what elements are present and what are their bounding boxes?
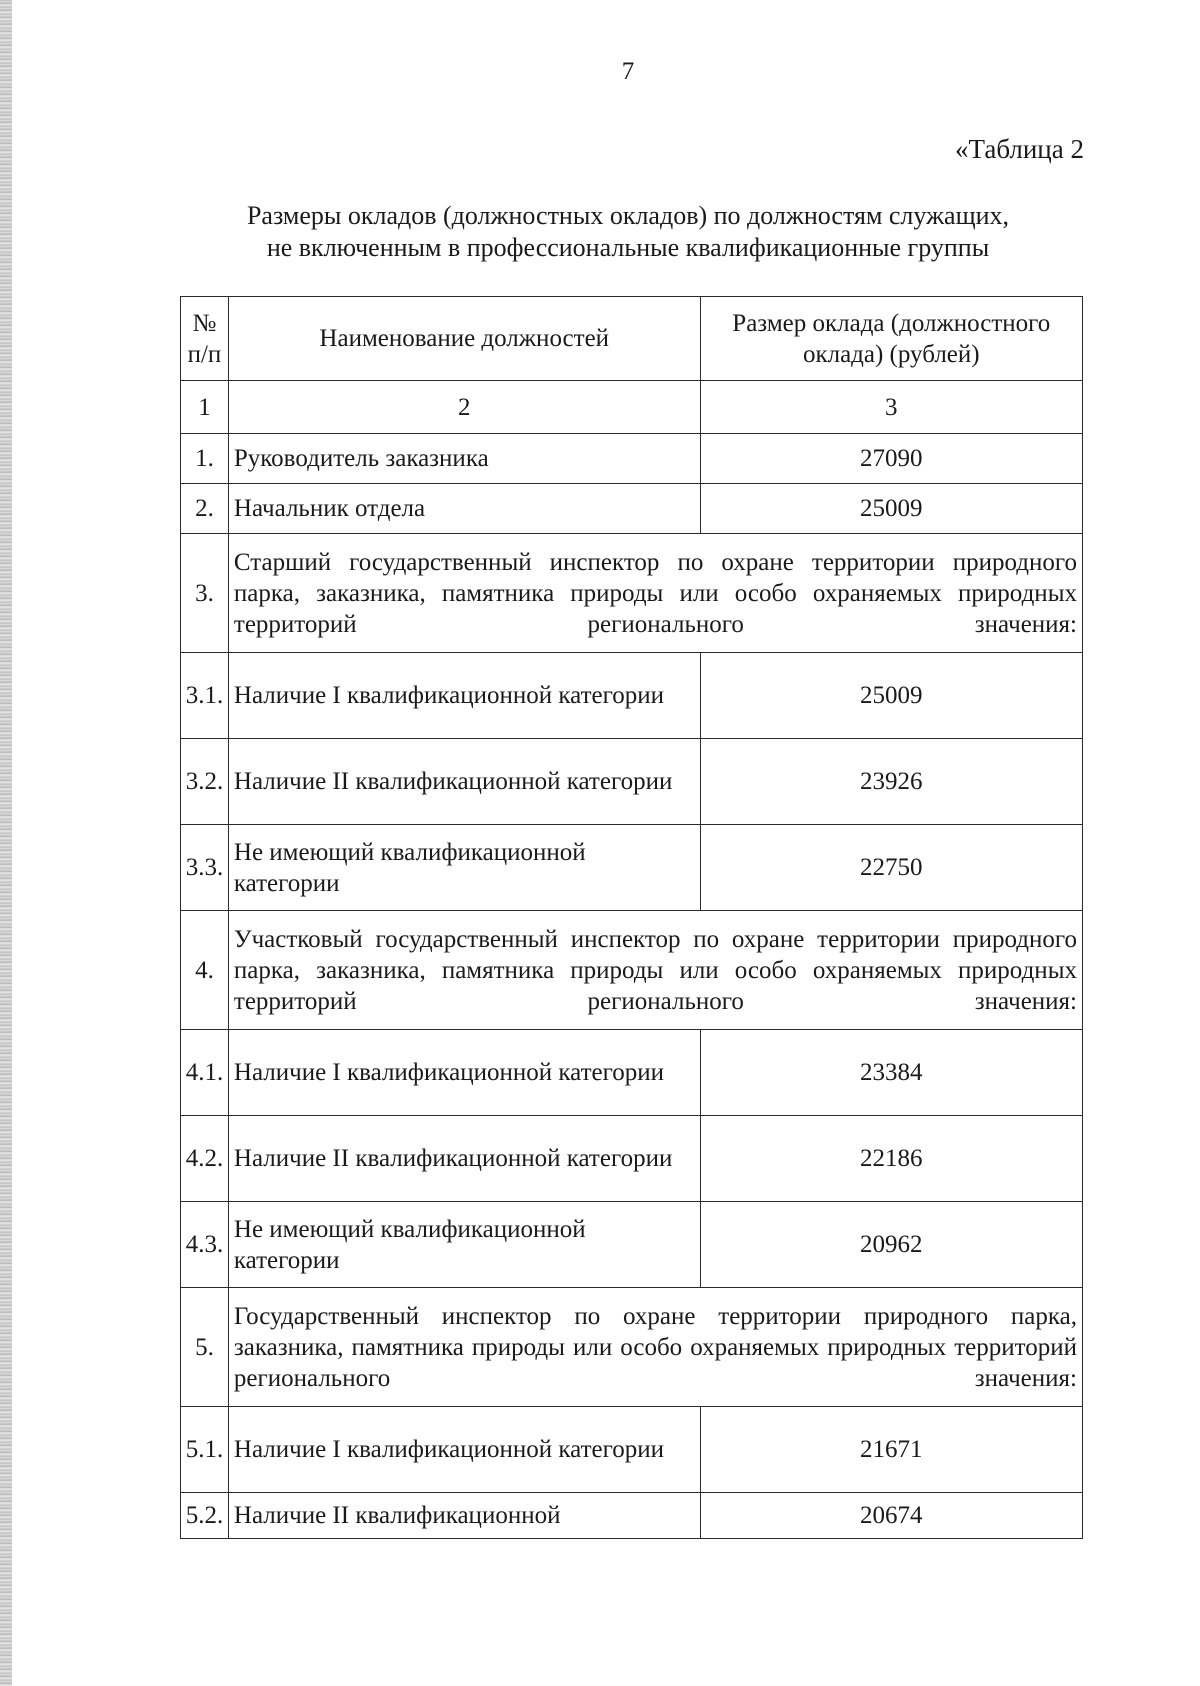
- row-salary: 23384: [700, 1030, 1082, 1116]
- table-row: [181, 1116, 1083, 1202]
- row-num: 3.3.: [181, 825, 229, 911]
- header-num: № п/п: [181, 297, 229, 381]
- row-num: 5.: [181, 1288, 229, 1407]
- salary-table: [180, 296, 1083, 1539]
- row-name: Не имеющий квалификационной категории: [228, 1202, 700, 1288]
- row-salary: 20674: [700, 1493, 1082, 1539]
- table-row: [181, 434, 1083, 484]
- group-row: [181, 911, 1083, 1030]
- table-row: [181, 653, 1083, 739]
- row-num: 3.2.: [181, 739, 229, 825]
- document-title: [0, 200, 1200, 264]
- page-number: 7: [621, 58, 635, 85]
- row-salary: 22750: [700, 825, 1082, 911]
- row-num: 4.2.: [181, 1116, 229, 1202]
- row-num: 5.1.: [181, 1407, 229, 1493]
- row-num: 3.1.: [181, 653, 229, 739]
- group-title: Старший государственный инспектор по охране территории природного парка, заказника, памятника природы или особо охраняемых природных территорий регионального значения:: [228, 534, 1082, 653]
- group-row: [181, 1288, 1083, 1407]
- row-num: 4.: [181, 911, 229, 1030]
- row-salary: 25009: [700, 653, 1082, 739]
- row-num: 5.2.: [181, 1493, 229, 1539]
- row-num: 1.: [181, 434, 229, 484]
- row-name: Наличие I квалификационной категории: [228, 1030, 700, 1116]
- row-name: Наличие I квалификационной категории: [228, 1407, 700, 1493]
- row-salary: 22186: [700, 1116, 1082, 1202]
- table-label: «Таблица 2: [955, 134, 1084, 164]
- table-row: [181, 484, 1083, 534]
- row-num: 4.3.: [181, 1202, 229, 1288]
- index-cell-2: 2: [228, 381, 700, 434]
- table-row: [181, 1493, 1083, 1539]
- row-salary: 23926: [700, 739, 1082, 825]
- row-salary: 21671: [700, 1407, 1082, 1493]
- group-row: [181, 534, 1083, 653]
- group-title: Государственный инспектор по охране территории природного парка, заказника, памятника природы или особо охраняемых природных территорий регионального значения:: [228, 1288, 1082, 1407]
- row-name: Руководитель заказника: [228, 434, 700, 484]
- header-row: [181, 297, 1083, 381]
- table-row: [181, 1030, 1083, 1116]
- table-row: [181, 1407, 1083, 1493]
- row-num: 2.: [181, 484, 229, 534]
- row-salary: 27090: [700, 434, 1082, 484]
- row-name: Наличие II квалификационной категории: [228, 1116, 700, 1202]
- row-name: Начальник отдела: [228, 484, 700, 534]
- row-salary: 20962: [700, 1202, 1082, 1288]
- index-cell-3: 3: [700, 381, 1082, 434]
- table-row: [181, 1202, 1083, 1288]
- title-line-2: не включенным в профессиональные квалификационные группы: [266, 233, 990, 262]
- index-cell-1: 1: [181, 381, 229, 434]
- row-num: 4.1.: [181, 1030, 229, 1116]
- table-row: [181, 739, 1083, 825]
- title-line-1: Размеры окладов (должностных окладов) по должностям служащих,: [246, 201, 1010, 230]
- header-name: Наименование должностей: [228, 297, 700, 381]
- row-name: Наличие I квалификационной категории: [228, 653, 700, 739]
- group-title: Участковый государственный инспектор по охране территории природного парка, заказника, памятника природы или особо охраняемых природных территорий регионального значения:: [228, 911, 1082, 1030]
- column-index-row: [181, 381, 1083, 434]
- row-salary: 25009: [700, 484, 1082, 534]
- header-salary: Размер оклада (должностного оклада) (рублей): [700, 297, 1082, 381]
- row-name: Не имеющий квалификационной категории: [228, 825, 700, 911]
- table-row: [181, 825, 1083, 911]
- row-name: Наличие II квалификационной категории: [228, 739, 700, 825]
- row-name: Наличие II квалификационной: [228, 1493, 700, 1539]
- row-num: 3.: [181, 534, 229, 653]
